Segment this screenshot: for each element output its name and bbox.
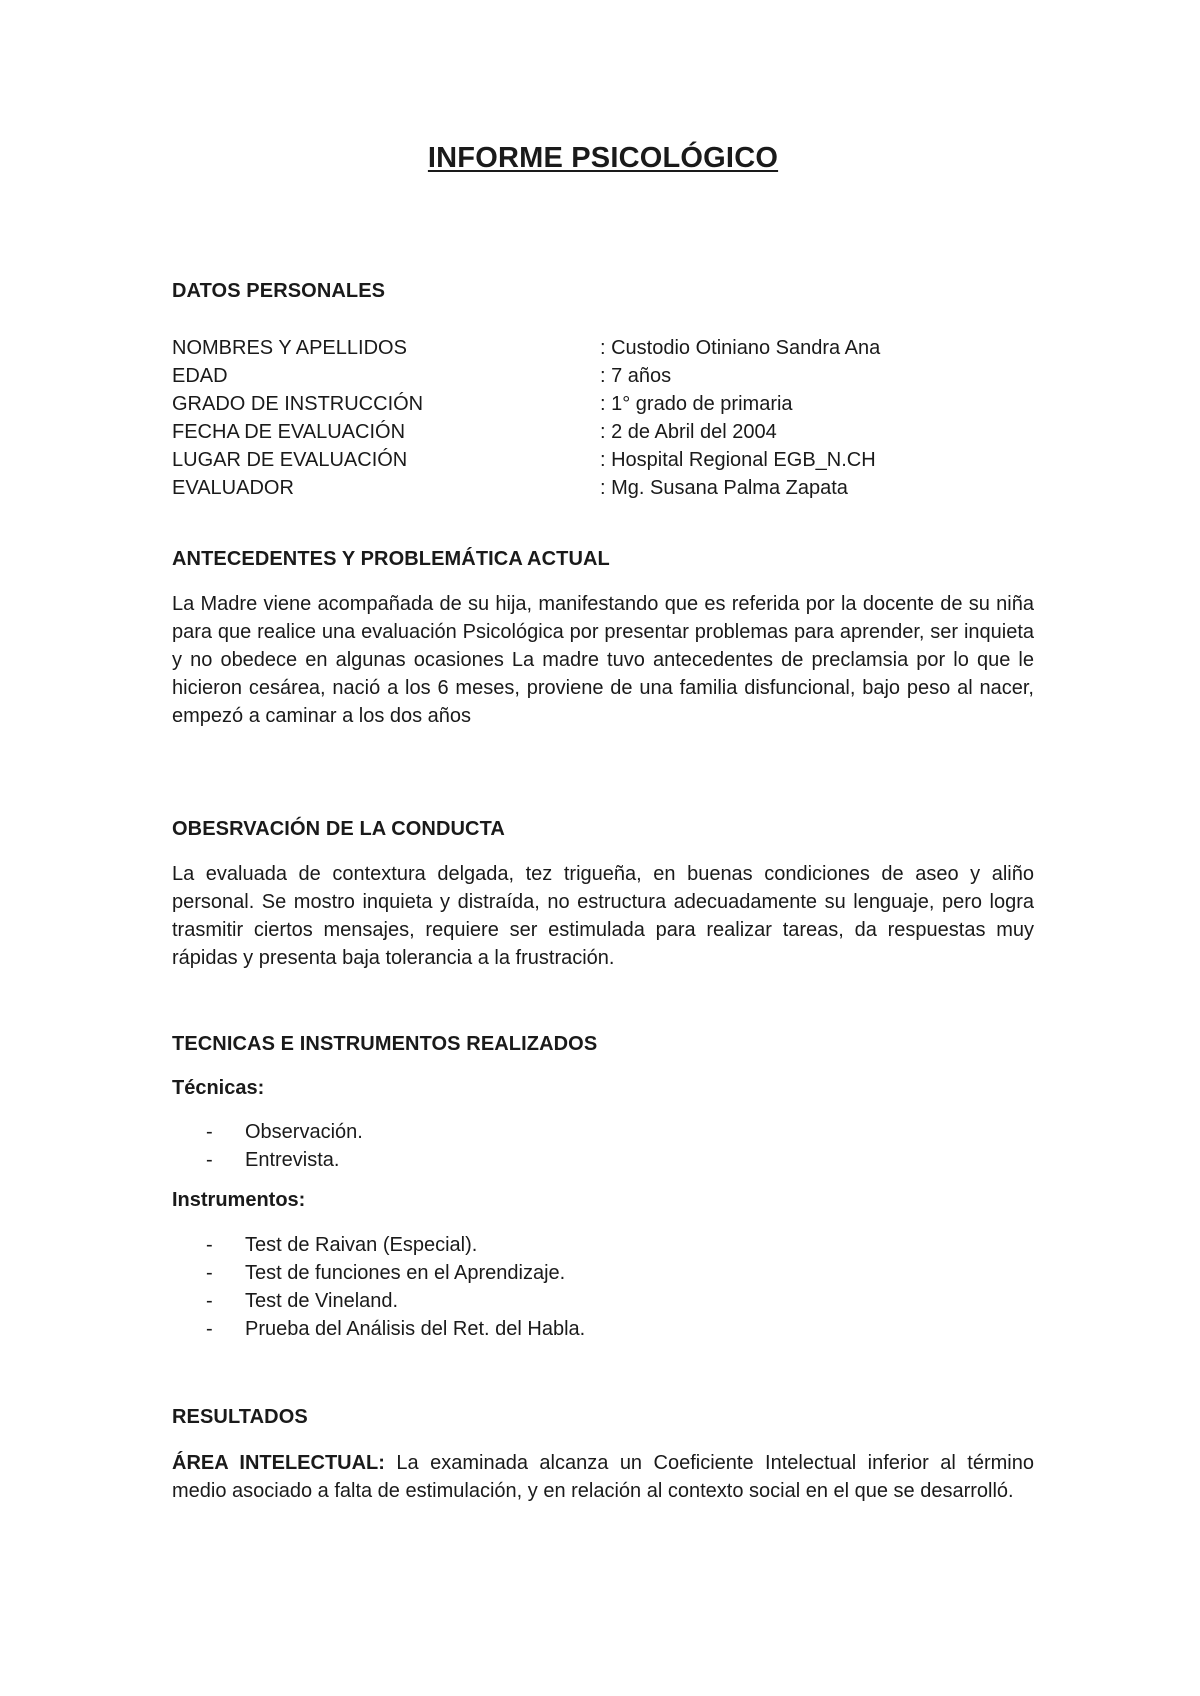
heading-resultados: RESULTADOS	[172, 1406, 308, 1428]
datos-value: : Hospital Regional EGB_N.CH	[600, 449, 876, 471]
heading-antecedentes: ANTECEDENTES Y PROBLEMÁTICA ACTUAL	[172, 548, 610, 570]
tecnicas-list	[172, 1118, 363, 1174]
list-item	[172, 1118, 363, 1146]
datos-label: NOMBRES Y APELLIDOS	[172, 337, 407, 359]
list-item-text: Prueba del Análisis del Ret. del Habla.	[245, 1318, 586, 1340]
area-intelectual-text: La examinada alcanza un Coeficiente Intelectual inferior al término medio asociado a falta de estimulación, y en relación al contexto social en el que se desarrolló.	[172, 1452, 1034, 1502]
datos-label: GRADO DE INSTRUCCIÓN	[172, 393, 424, 415]
datos-label: LUGAR DE EVALUACIÓN	[172, 449, 408, 471]
heading-tecnicas-instrumentos: TECNICAS E INSTRUMENTOS REALIZADOS	[172, 1033, 598, 1055]
page-title: INFORME PSICOLÓGICO	[427, 142, 779, 174]
datos-row	[172, 446, 1034, 474]
datos-personales-table	[172, 334, 1034, 502]
datos-row	[172, 418, 1034, 446]
datos-value: : 2 de Abril del 2004	[600, 421, 777, 443]
datos-row	[172, 334, 1034, 362]
list-item	[172, 1287, 585, 1315]
heading-observacion: OBESRVACIÓN DE LA CONDUCTA	[172, 818, 505, 840]
datos-row	[172, 362, 1034, 390]
bullet-dash: -	[206, 1318, 213, 1340]
instrumentos-list	[172, 1231, 585, 1343]
list-item-text: Test de funciones en el Aprendizaje.	[245, 1262, 566, 1284]
bullet-dash: -	[206, 1234, 213, 1256]
list-item	[172, 1146, 363, 1174]
bullet-dash: -	[206, 1149, 213, 1171]
resultados-paragraph	[172, 1449, 1034, 1505]
antecedentes-paragraph: La Madre viene acompañada de su hija, manifestando que es referida por la docente de su niña para que realice una evaluación Psicológica por presentar problemas para aprender, ser inquieta y no obedece en algunas ocasiones La madre tuvo antecedentes de preclamsia por lo que le hicieron cesárea, nació a los 6 meses, proviene de una familia disfuncional, bajo peso al nacer, empezó a caminar a los dos años	[172, 593, 1034, 727]
list-item-text: Entrevista.	[245, 1149, 340, 1171]
list-item-text: Test de Raivan (Especial).	[245, 1234, 478, 1256]
bullet-dash: -	[206, 1262, 213, 1284]
list-item	[172, 1231, 585, 1259]
list-item-text: Test de Vineland.	[245, 1290, 399, 1312]
datos-row	[172, 474, 1034, 502]
list-item	[172, 1259, 585, 1287]
datos-value: : 1° grado de primaria	[600, 393, 793, 415]
datos-value: : Custodio Otiniano Sandra Ana	[600, 337, 881, 359]
list-item-text: Observación.	[245, 1121, 363, 1143]
observacion-paragraph: La evaluada de contextura delgada, tez trigueña, en buenas condiciones de aseo y aliño personal. Se mostro inquieta y distraída, no estructura adecuadamente su lenguaje, pero logra trasmitir ciertos mensajes, requiere ser estimulada para realizar tareas, da respuestas muy rápidas y presenta baja tolerancia a la frustración.	[172, 863, 1034, 969]
tecnicas-label: Técnicas:	[172, 1077, 265, 1099]
bullet-dash: -	[206, 1121, 213, 1143]
document-page	[172, 0, 1034, 1696]
datos-value: : 7 años	[600, 365, 672, 387]
heading-datos-personales: DATOS PERSONALES	[172, 280, 386, 302]
instrumentos-label: Instrumentos:	[172, 1189, 306, 1211]
bullet-dash: -	[206, 1290, 213, 1312]
datos-row	[172, 390, 1034, 418]
area-intelectual-label: ÁREA INTELECTUAL:	[172, 1452, 385, 1474]
datos-label: EDAD	[172, 365, 228, 387]
datos-label: EVALUADOR	[172, 477, 294, 499]
datos-value: : Mg. Susana Palma Zapata	[600, 477, 848, 499]
list-item	[172, 1315, 585, 1343]
datos-label: FECHA DE EVALUACIÓN	[172, 421, 406, 443]
